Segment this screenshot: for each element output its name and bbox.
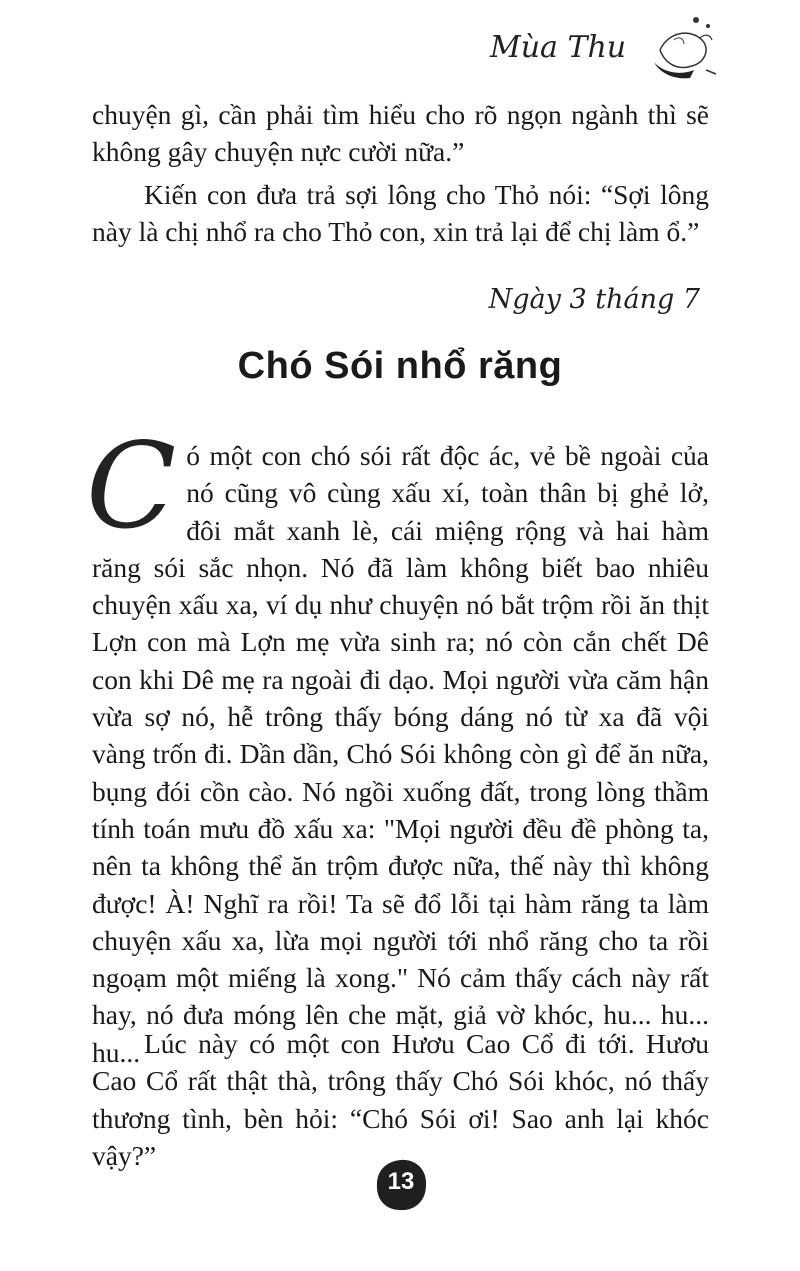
previous-story-last-paragraph: Kiến con đưa trả sợi lông cho Thỏ nói: “Sợi lông này là chị nhổ ra cho Thỏ con, xin trả lại để chị làm ổ.” [92, 179, 709, 248]
page-number: 13 [387, 1168, 415, 1195]
story-title: Chó Sói nhổ răng [237, 345, 563, 387]
story-paragraph-2: Lúc này có một con Hươu Cao Cổ đi tới. Hươu Cao Cổ rất thật thà, trông thấy Chó Sói khóc, nó thấy thương tình, bèn hỏi: “Chó Sói ơi! Sao anh lại khóc vậy?” [92, 1028, 709, 1171]
story-paragraph-1-text: ó một con chó sói rất độc ác, vẻ bề ngoài của nó cũng vô cùng xấu xí, toàn thân bị ghẻ lở, đôi mắt xanh lè, cái miệng rộng và hai hàm răng sói sắc nhọn. Nó đã làm không biết bao nhiêu chuyện xấu xa, ví dụ như chuyện nó bắt trộm rồi ăn thịt Lợn con mà Lợn mẹ vừa sinh ra; nó còn cắn chết Dê con khi Dê mẹ ra ngoài đi dạo. Mọi người vừa căm hận vừa sợ nó, hễ trông thấy bóng dáng nó từ xa đã vội vàng trốn đi. Dần dần, Chó Sói không còn gì để ăn nữa, bụng đói cồn cào. Nó ngồi xuống đất, trong lòng thầm tính toán mưu đồ xấu xa: "Mọi người đều đề phòng ta, nên ta không thể ăn trộm được nữa, thế này thì không được! À! Nghĩ ra rồi! Ta sẽ đổ lỗi tại hàm răng ta làm chuyện xấu xa, lừa mọi người tới nhổ răng cho ta rồi ngoạm một miếng là xong." Nó cảm thấy cách này rất hay, nó đưa móng lên che mặt, giả vờ khóc, hu... hu... hu... [92, 440, 709, 1068]
autumn-ornament-icon [640, 10, 720, 80]
previous-story-paragraph: chuyện gì, cần phải tìm hiểu cho rõ ngọn ngành thì sẽ không gây chuyện nực cười nữa.” [92, 99, 709, 168]
story-paragraph-1 [86, 417, 709, 1071]
entry-date: Ngày 3 tháng 7 [488, 284, 700, 315]
drop-cap-letter: C [86, 417, 177, 555]
running-header: Mùa Thu [490, 30, 627, 65]
